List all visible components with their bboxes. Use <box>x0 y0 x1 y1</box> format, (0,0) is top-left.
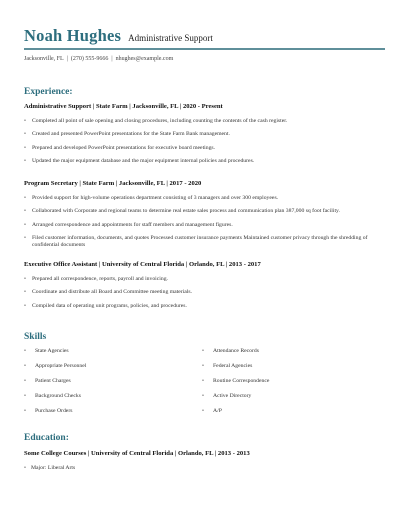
skills-list-right <box>202 348 372 423</box>
job-bullets <box>24 276 379 316</box>
list-item: • Compiled data of operating unit programs, policies, and procedures. <box>24 303 379 310</box>
experience-heading: Experience: <box>24 87 73 97</box>
list-item: • Arranged correspondence and appointments for staff members and management figures. <box>24 222 379 229</box>
job-title: Program Secretary | State Farm | Jacksonville, FL | 2017 - 2020 <box>24 180 202 187</box>
skill-item: • State Agencies <box>24 348 194 355</box>
list-item: • Prepared all correspondence, reports, payroll and invoicing. <box>24 276 379 283</box>
candidate-name: Noah Hughes <box>24 26 122 45</box>
skill-item: • Background Checks <box>24 393 194 400</box>
skill-item: • Attendance Records <box>202 348 372 355</box>
list-item: • Updated the major equipment database and the major equipment internal policies and procedures. <box>24 158 379 165</box>
skill-item: • A/P <box>202 408 372 415</box>
education-bullets <box>24 465 379 478</box>
skill-item: • Federal Agencies <box>202 363 372 370</box>
job-title: Executive Office Assistant | University of Central Florida | Orlando, FL | 2013 - 2017 <box>24 261 261 268</box>
skills-heading: Skills <box>24 332 47 342</box>
job-bullets <box>24 118 379 171</box>
separator: | <box>66 56 68 62</box>
list-item: • Coordinate and distribute all Board and Committee meeting materials. <box>24 289 379 296</box>
job-bullets <box>24 195 379 256</box>
resume-header <box>24 26 213 46</box>
skill-item: • Active Directory <box>202 393 372 400</box>
contact-location: Jacksonville, FL <box>24 56 64 62</box>
list-item: • Collaborated with Corporate and regional teams to determine real estate sales process and communication plan 387,000 sq foot facility. <box>24 208 379 215</box>
contact-email[interactable]: nhughes@example.com <box>115 56 174 62</box>
skill-item: • Routine Correspondence <box>202 378 372 385</box>
skill-item: • Appropriate Personnel <box>24 363 194 370</box>
separator: | <box>111 56 113 62</box>
list-item: • Major: Liberal Arts <box>24 465 379 472</box>
skills-list-left <box>24 348 194 423</box>
skill-item: • Purchase Orders <box>24 408 194 415</box>
list-item: • Created and presented PowerPoint presentations for the State Farm Bank management. <box>24 131 379 138</box>
list-item: • Prepared and developed PowerPoint presentations for executive board meetings. <box>24 145 379 152</box>
candidate-title: Administrative Support <box>128 33 213 43</box>
skill-item: • Patient Charges <box>24 378 194 385</box>
job-title: Administrative Support | State Farm | Jacksonville, FL | 2020 - Present <box>24 103 223 110</box>
list-item: • Completed all point of sale opening and closing procedures, including counting the contents of the cash register. <box>24 118 379 125</box>
education-heading: Education: <box>24 433 69 443</box>
contact-line <box>24 56 173 62</box>
list-item: • Filed customer information, documents, and quotes Processed customer insurance payments Maintained customer privacy through the shredding of confidential documents <box>24 235 379 250</box>
header-divider <box>24 48 385 50</box>
education-entry-title: Some College Courses | University of Central Florida | Orlando, FL | 2013 - 2013 <box>24 450 250 457</box>
contact-phone: (270) 555-9666 <box>70 56 109 62</box>
list-item: • Provided support for high-volume operations department consisting of 3 managers and over 300 employees. <box>24 195 379 202</box>
